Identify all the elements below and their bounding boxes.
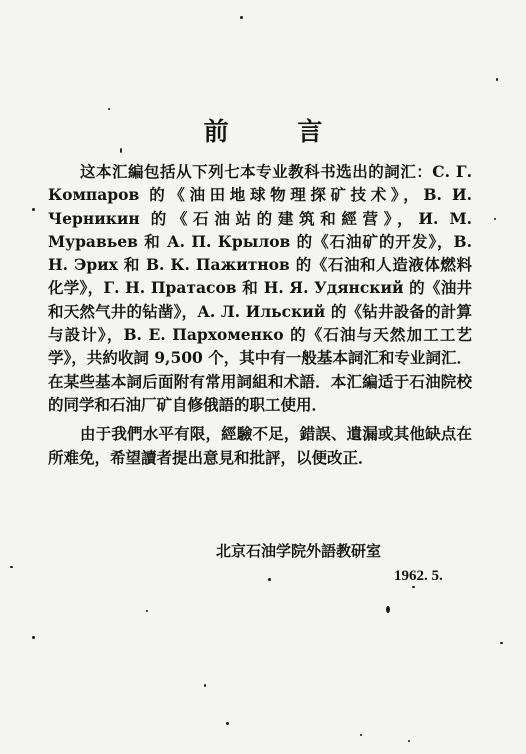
scan-speck xyxy=(226,722,229,725)
scan-speck xyxy=(412,586,415,588)
preface-paragraph-1: 这本汇編包括从下列七本专业教科书选出的詞汇：С. Г. Компаров 的《油田地球物理探矿技术》，В. И. Черникин 的《石油站的建筑和經营》，И. М. Муравьев 和 А. П. Крылов 的《石油矿的开发》，В. Н. Эрих 和 В. К. Пажитнов 的《石油和人造液体燃料化学》，Г. Н. Пратасов 和 Н. Я. Удянский 的《油井和天然气井的钻凿》，А. Л. Ильский 的《钻井設备的計算与設计》，В. Е. Пархоменко 的《石油与天然加工工艺学》，共約收詞 9,500 个，其中有一般基本詞汇和专业詞汇．在某些基本詞后面附有常用詞組和术語．本汇編适于石油院校的同学和石油厂矿自修俄語的职工使用． xyxy=(48,162,472,414)
scan-speck xyxy=(146,610,148,612)
page-title: 前 言 xyxy=(203,117,353,146)
scan-speck xyxy=(204,684,206,687)
scan-speck xyxy=(268,578,271,581)
scan-speck xyxy=(32,636,35,639)
preface-paragraph-2: 由于我們水平有限，經驗不足，錯誤、遺漏或其他缺点在所难免，希望讀者提出意見和批評，以便改正． xyxy=(48,424,472,467)
preface-body xyxy=(48,160,472,469)
scan-speck xyxy=(240,16,243,19)
date: 1962. 5. xyxy=(394,568,443,584)
signature: 北京石油学院外語教研室 xyxy=(216,542,382,560)
scan-speck xyxy=(32,208,35,211)
scan-speck xyxy=(108,108,110,110)
scan-speck xyxy=(386,606,390,613)
scan-speck xyxy=(496,78,498,81)
scan-speck xyxy=(408,740,410,742)
scan-speck xyxy=(500,642,503,644)
scan-speck xyxy=(494,218,496,220)
scan-speck xyxy=(120,148,122,153)
scan-speck xyxy=(10,566,13,568)
scan-speck xyxy=(360,734,362,736)
